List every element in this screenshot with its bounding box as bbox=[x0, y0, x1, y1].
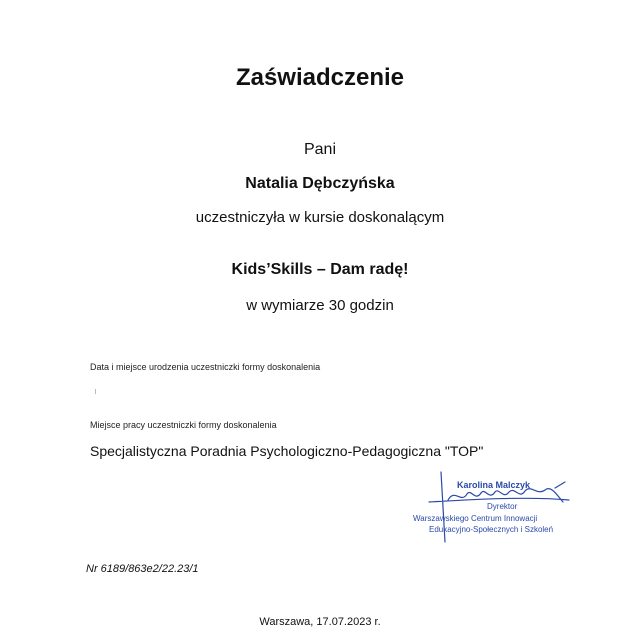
participant-name: Natalia Dębczyńska bbox=[245, 175, 395, 192]
birth-info-label: Data i miejsce urodzenia uczestniczki formy doskonalenia bbox=[90, 362, 321, 372]
stamp-institution-line2: Edukacyjno-Społecznych i Szkoleń bbox=[429, 525, 554, 534]
director-stamp-signature bbox=[405, 466, 605, 546]
stamp-institution-line1: Warszawskiego Centrum Innowacji bbox=[413, 514, 538, 523]
certificate-number: Nr 6189/863e2/22.23/1 bbox=[86, 563, 199, 575]
workplace-value: Specjalistyczna Poradnia Psychologiczno-Pedagogiczna "TOP" bbox=[90, 443, 484, 459]
salutation: Pani bbox=[303, 141, 337, 158]
course-name: Kids’Skills – Dam radę! bbox=[231, 261, 409, 278]
place-and-date: Warszawa, 17.07.2023 r. bbox=[259, 616, 381, 628]
workplace-label: Miejsce pracy uczestniczki formy doskonalenia bbox=[90, 420, 277, 430]
certificate-title: Zaświadczenie bbox=[235, 64, 405, 91]
stamp-name: Karolina Malczyk bbox=[457, 480, 531, 490]
birth-info-value-mark bbox=[95, 389, 96, 394]
stamp-role: Dyrektor bbox=[487, 502, 518, 511]
participation-text: uczestniczyła w kursie doskonalącym bbox=[195, 209, 445, 226]
hours-text: w wymiarze 30 godzin bbox=[246, 297, 394, 314]
